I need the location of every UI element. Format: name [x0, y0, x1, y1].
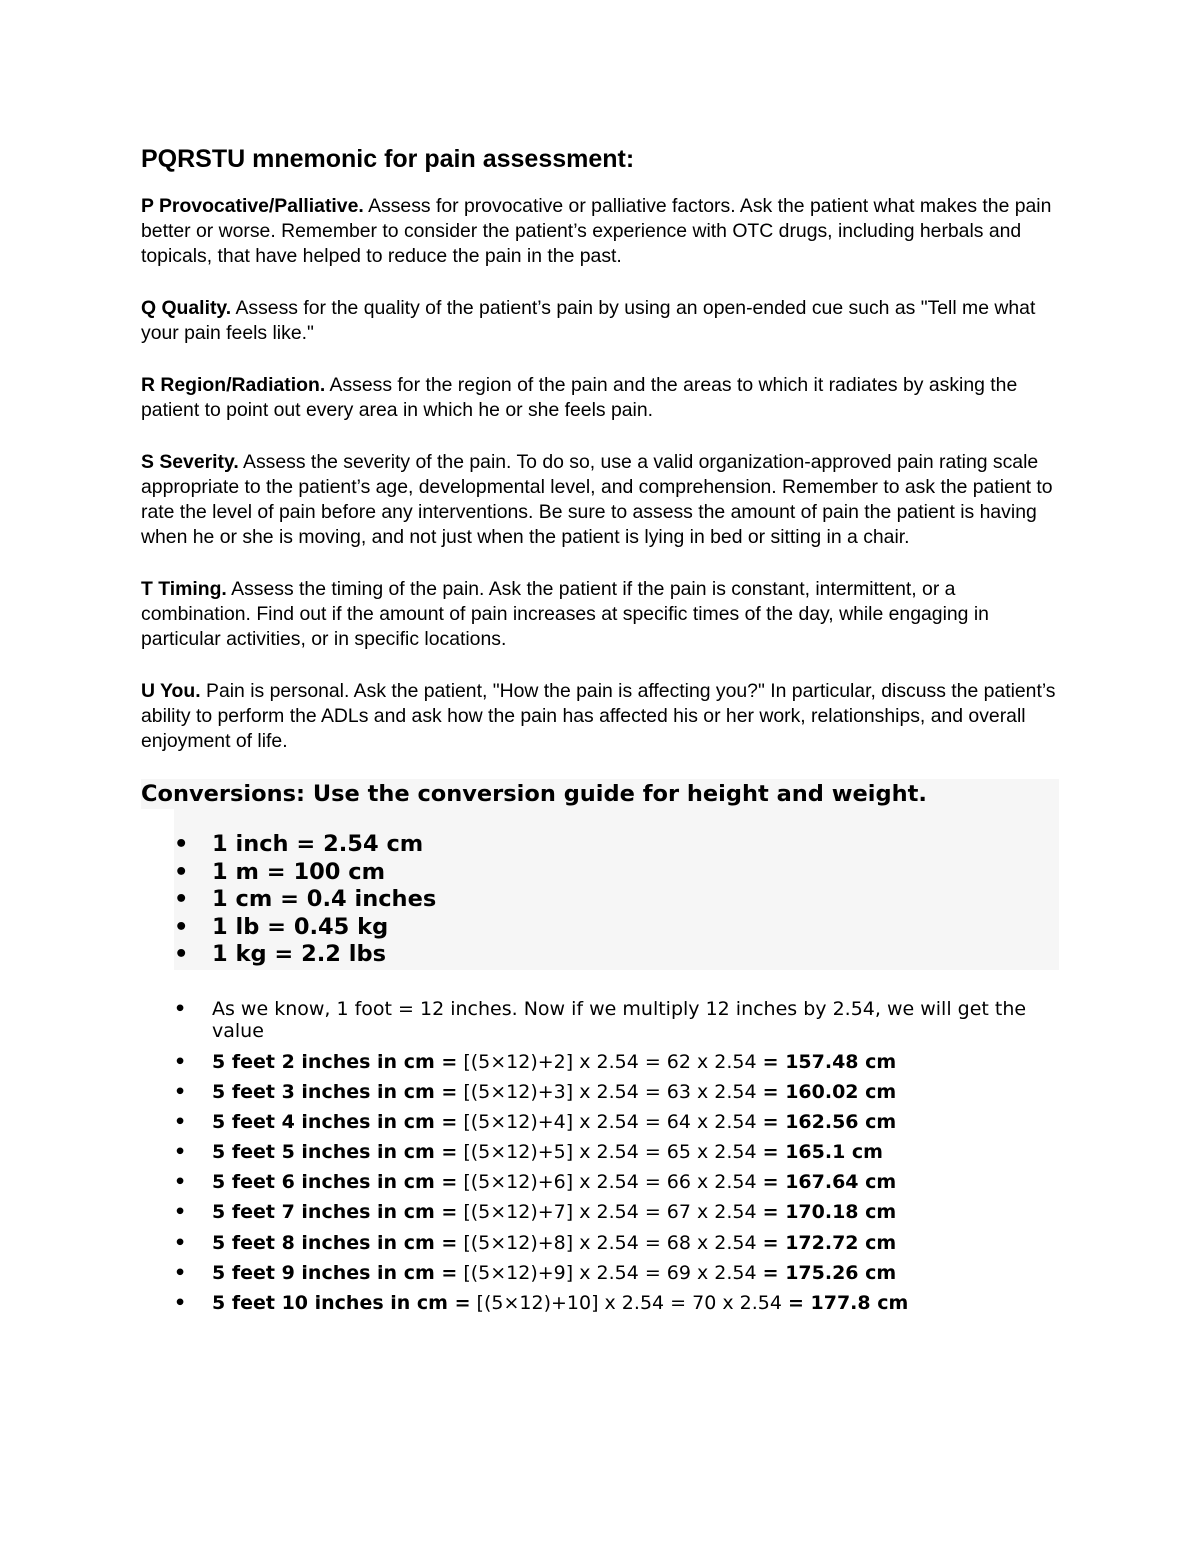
conversions-block — [141, 779, 1061, 970]
bullet-icon: • — [174, 886, 189, 912]
calculation-row — [174, 1111, 1061, 1133]
section-heading: T Timing. — [141, 578, 227, 600]
bullet-icon: • — [174, 913, 189, 940]
calculation-row — [174, 1141, 1061, 1163]
calculation-formula: [(5×12)+5] x 2.54 = 65 x 2.54 — [457, 1141, 763, 1164]
section-text: Pain is personal. Ask the patient, "How the pain is affecting you?" In particular, discuss the patient’s ability to perform the ADLs and ask how the pain has affected his or her work, relationships, and overall enjoyment of life. — [141, 680, 1056, 752]
calculation-result: = 172.72 cm — [762, 1231, 897, 1254]
calculation-intro-text: As we know, 1 foot = 12 inches. Now if we multiply 12 inches by 2.54, we will get the value — [212, 997, 1027, 1042]
bullet-icon: • — [174, 1261, 187, 1284]
calculation-result: = 170.18 cm — [762, 1201, 897, 1224]
conversions-list-wrap — [174, 809, 1059, 970]
calculation-row — [174, 1171, 1061, 1193]
bullet-icon: • — [174, 1110, 187, 1133]
calculation-label: 5 feet 6 inches in cm = — [212, 1171, 458, 1194]
bullet-icon: • — [174, 1231, 187, 1254]
calculation-row — [174, 1201, 1061, 1223]
bullet-icon: • — [174, 858, 189, 885]
calculation-result: = 165.1 cm — [762, 1141, 883, 1164]
calculation-row — [174, 1262, 1061, 1284]
bullet-icon: • — [174, 941, 189, 967]
conversion-item — [174, 914, 1059, 942]
calculation-formula: [(5×12)+3] x 2.54 = 63 x 2.54 — [457, 1080, 763, 1103]
calculation-row — [174, 1081, 1061, 1103]
conversion-item — [174, 859, 1059, 887]
calculation-row — [174, 1232, 1061, 1254]
conversions-title: Conversions: Use the conversion guide for height and weight. — [141, 779, 1059, 809]
calculation-formula: [(5×12)+2] x 2.54 = 62 x 2.54 — [457, 1050, 763, 1073]
conversions-list — [174, 831, 1059, 969]
conversion-text: 1 kg = 2.2 lbs — [212, 941, 386, 967]
section-severity — [141, 450, 1061, 550]
section-text: Assess for provocative or palliative factors. Ask the patient what makes the pain better or worse. Remember to consider the patient’s experience with OTC drugs, including herbals and topicals, that have helped to reduce the pain in the past. — [141, 195, 1052, 267]
calculation-formula: [(5×12)+8] x 2.54 = 68 x 2.54 — [457, 1231, 763, 1254]
calculation-label: 5 feet 8 inches in cm = — [212, 1231, 458, 1254]
calculation-formula: [(5×12)+9] x 2.54 = 69 x 2.54 — [457, 1261, 763, 1284]
section-quality — [141, 296, 1061, 346]
conversion-text: 1 lb = 0.45 kg — [212, 913, 389, 940]
section-heading: Q Quality. — [141, 297, 232, 319]
calculation-row — [174, 1292, 1061, 1314]
bullet-icon: • — [174, 1292, 187, 1314]
calculation-result: = 175.26 cm — [762, 1261, 897, 1284]
section-heading: U You. — [141, 680, 201, 702]
bullet-icon: • — [174, 831, 189, 857]
bullet-icon: • — [174, 1141, 187, 1164]
calculation-label: 5 feet 4 inches in cm = — [212, 1110, 458, 1133]
calculation-label: 5 feet 10 inches in cm = — [212, 1292, 471, 1314]
calculation-label: 5 feet 3 inches in cm = — [212, 1080, 458, 1103]
section-text: Assess the severity of the pain. To do so, use a valid organization-approved pain rating scale appropriate to the patient’s age, developmental level, and comprehension. Remember to ask the patient to rate the level of pain before any interventions. Be sure to assess the amount of pain the patient is having when he or she is moving, and not just when the patient is lying in bed or sitting in a chair. — [141, 451, 1053, 548]
bullet-icon: • — [174, 997, 187, 1020]
calculation-formula: [(5×12)+4] x 2.54 = 64 x 2.54 — [457, 1110, 763, 1133]
conversion-item — [174, 941, 1059, 969]
conversion-item — [174, 886, 1059, 914]
document-page — [141, 138, 1061, 1322]
calculation-formula: [(5×12)+10] x 2.54 = 70 x 2.54 — [470, 1292, 788, 1314]
section-timing — [141, 577, 1061, 652]
calculation-result: = 167.64 cm — [762, 1171, 897, 1194]
bullet-icon: • — [174, 1171, 187, 1194]
section-you — [141, 679, 1061, 754]
section-text: Assess for the quality of the patient’s pain by using an open-ended cue such as "Tell me what your pain feels like." — [141, 297, 1036, 344]
calculation-label: 5 feet 7 inches in cm = — [212, 1201, 458, 1224]
calculation-result: = 157.48 cm — [762, 1050, 897, 1073]
conversion-text: 1 inch = 2.54 cm — [212, 831, 424, 857]
page-title: PQRSTU mnemonic for pain assessment: — [141, 145, 635, 173]
section-heading: S Severity. — [141, 451, 239, 473]
calculation-result: = 177.8 cm — [787, 1292, 909, 1314]
calculation-label: 5 feet 5 inches in cm = — [212, 1141, 458, 1164]
conversion-text: 1 m = 100 cm — [212, 858, 386, 885]
calculation-label: 5 feet 2 inches in cm = — [212, 1050, 458, 1073]
conversion-item — [174, 831, 1059, 859]
calculation-result: = 160.02 cm — [762, 1080, 897, 1103]
section-heading: P Provocative/Palliative. — [141, 195, 364, 217]
section-text: Assess the timing of the pain. Ask the patient if the pain is constant, intermittent, or a combination. Find out if the amount of pain increases at specific times of the day, while engaging in particular activities, or in specific locations. — [141, 578, 989, 650]
section-heading: R Region/Radiation. — [141, 374, 326, 396]
calculation-formula: [(5×12)+7] x 2.54 = 67 x 2.54 — [457, 1201, 763, 1224]
calculation-result: = 162.56 cm — [762, 1110, 897, 1133]
section-text: Assess for the region of the pain and the areas to which it radiates by asking the patient to point out every area in which he or she feels pain. — [141, 374, 1018, 421]
calculation-row — [174, 1051, 1061, 1073]
bullet-icon: • — [174, 1050, 187, 1073]
calculation-formula: [(5×12)+6] x 2.54 = 66 x 2.54 — [457, 1171, 763, 1194]
bullet-icon: • — [174, 1080, 187, 1103]
section-region — [141, 373, 1061, 423]
calculation-label: 5 feet 9 inches in cm = — [212, 1261, 458, 1284]
conversion-text: 1 cm = 0.4 inches — [212, 886, 437, 912]
section-provocative — [141, 194, 1061, 269]
calculations-list — [174, 998, 1061, 1315]
bullet-icon: • — [174, 1201, 187, 1224]
calculation-intro — [174, 998, 1061, 1042]
